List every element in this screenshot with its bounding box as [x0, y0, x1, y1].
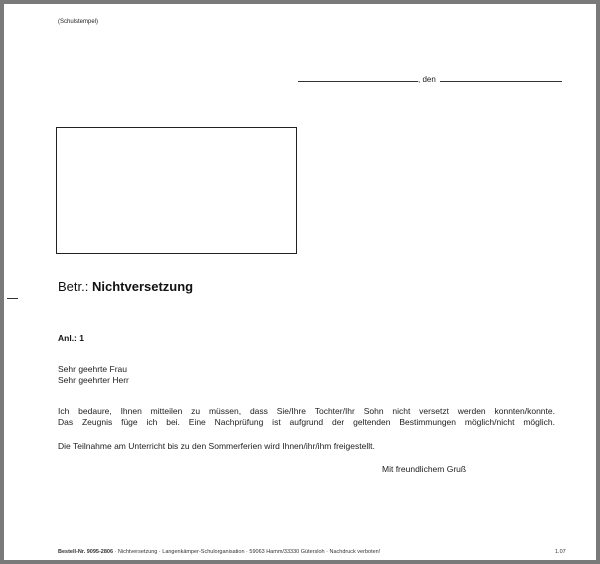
subject-prefix: Betr.: [58, 279, 89, 294]
body-paragraph-2: Die Teilnahme am Unterricht bis zu den Sommerferien wird Ihnen/ihr/ihm freigestellt. [58, 441, 375, 451]
footer-details: · Nichtversetzung · Langenkämper-Schulorganisation · 59063 Hamm/33330 Gütersloh · Nachdruck verboten! [113, 549, 381, 555]
footer-imprint [58, 549, 380, 555]
place-blank [298, 81, 418, 82]
fold-mark [7, 298, 18, 299]
body-paragraph-1-line-1: Ich bedaure, Ihnen mitteilen zu müssen, dass Sie/Ihre Tochter/Ihr Sohn nicht versetzt werden konnten/konnte. [58, 406, 555, 416]
salutation-line-1: Sehr geehrte Frau [58, 364, 127, 374]
salutation-line-2: Sehr geehrter Herr [58, 375, 129, 385]
school-stamp-label: (Schulstempel) [58, 19, 99, 25]
form-version: 1.07 [555, 549, 566, 555]
date-separator: , den [418, 75, 436, 84]
place-date-line [298, 75, 562, 84]
closing-phrase: Mit freundlichem Gruß [382, 464, 467, 474]
subject-title: Nichtversetzung [91, 279, 194, 294]
letter-form-page [4, 4, 596, 560]
body-paragraph-1-line-2: Das Zeugnis füge ich bei. Eine Nachprüfung ist aufgrund der geltenden Bestimmungen möglich/nicht möglich. [58, 417, 555, 427]
subject-line [58, 279, 193, 294]
address-window [56, 127, 297, 254]
enclosure-label: Anl.: 1 [58, 333, 84, 343]
date-blank [440, 81, 562, 82]
order-number: Bestell-Nr. 9095-2806 [58, 549, 114, 555]
